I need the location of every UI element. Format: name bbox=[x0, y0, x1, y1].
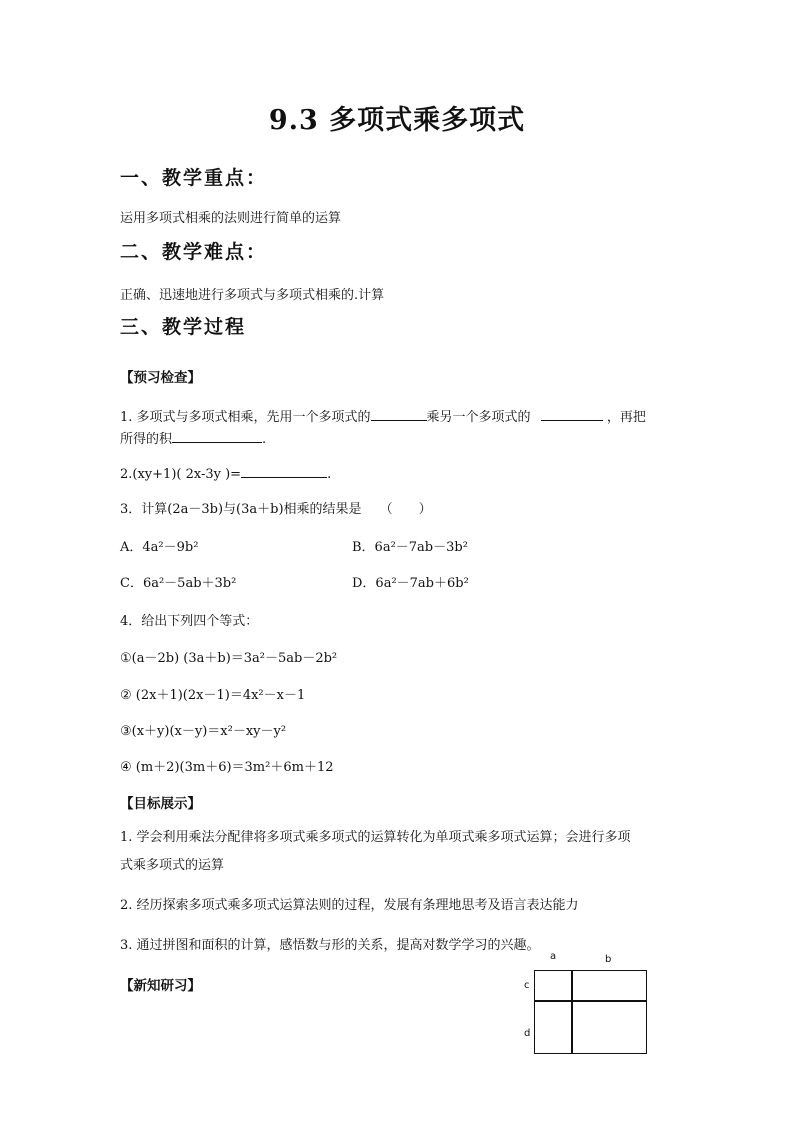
q2-blank[interactable] bbox=[241, 464, 327, 478]
question-2 bbox=[120, 464, 331, 482]
section-heading-difficulties: 二、教学难点： bbox=[120, 241, 268, 263]
figure-label-c: c bbox=[524, 980, 530, 991]
q3-text: 3．计算(2a－3b)与(3a＋b)相乘的结果是 bbox=[120, 502, 362, 517]
goal-2: 2. 经历探索多项式乘多项式运算法则的过程，发展有条理地思考及语言表达能力 bbox=[120, 898, 579, 913]
area-grid-rectangle bbox=[534, 970, 647, 1054]
q1-part-a: 1. 多项式与多项式相乘，先用一个多项式的 bbox=[120, 410, 371, 425]
goal-1-line-1: 1. 学会利用乘法分配律将多项式乘多项式的运算转化为单项式乘多项式运算；会进行多项 bbox=[120, 830, 631, 845]
goals-heading: 【目标展示】 bbox=[120, 796, 201, 812]
area-grid-vertical-divider bbox=[571, 970, 573, 1054]
question-1-line-1 bbox=[120, 406, 646, 425]
q2-text: 2.(xy+1)( 2x-3y )= bbox=[120, 467, 242, 482]
q1-blank-2[interactable] bbox=[541, 407, 603, 421]
section-heading-key-points: 一、教学重点： bbox=[120, 167, 268, 189]
equation-1: ①(a－2b) (3a＋b)＝3a²－5ab－2b² bbox=[120, 651, 338, 666]
question-3 bbox=[120, 498, 432, 517]
goal-3: 3. 通过拼图和面积的计算，感悟数与形的关系，提高对数学学习的兴趣。 bbox=[120, 938, 540, 953]
equation-3: ③(x＋y)(x－y)＝x²－xy－y² bbox=[120, 724, 287, 739]
goal-1-line-2: 式乘多项式的运算 bbox=[120, 858, 225, 873]
option-a: A．4a²－9b² bbox=[120, 540, 199, 555]
q1-part-c: ，再把 bbox=[606, 410, 646, 425]
q1-blank-1[interactable] bbox=[371, 407, 427, 421]
section-heading-process: 三、教学过程 bbox=[120, 316, 247, 338]
q2-end: . bbox=[327, 467, 332, 482]
figure-label-d: d bbox=[524, 1028, 531, 1039]
option-d: D．6a²－7ab＋6b² bbox=[352, 576, 469, 591]
equation-2: ② (2x＋1)(2x－1)＝4x²－x－1 bbox=[120, 688, 306, 703]
difficulties-text: 正确、迅速地进行多项式与多项式相乘的.计算 bbox=[120, 288, 385, 303]
q1-part-e: . bbox=[262, 432, 267, 447]
q1-blank-3[interactable] bbox=[172, 429, 262, 443]
figure-label-a: a bbox=[550, 951, 557, 962]
new-knowledge-heading: 【新知研习】 bbox=[120, 978, 201, 994]
question-1-line-2 bbox=[120, 428, 266, 447]
q1-part-d: 所得的积 bbox=[120, 432, 173, 447]
key-points-text: 运用多项式相乘的法则进行简单的运算 bbox=[120, 211, 342, 226]
preview-heading: 【预习检查】 bbox=[120, 370, 201, 386]
area-grid-horizontal-divider bbox=[534, 1000, 647, 1002]
equation-4: ④ (m＋2)(3m＋6)＝3m²＋6m＋12 bbox=[120, 760, 334, 775]
figure-label-b: b bbox=[605, 954, 612, 965]
q3-answer-paren: （ ） bbox=[379, 502, 432, 517]
q1-part-b: 乘另一个多项式的 bbox=[426, 410, 531, 425]
question-4: 4．给出下列四个等式： bbox=[120, 614, 259, 629]
option-b: B．6a²－7ab－3b² bbox=[352, 540, 468, 555]
page-title: 9.3 多项式乘多项式 bbox=[268, 105, 526, 136]
option-c: C．6a²－5ab＋3b² bbox=[120, 576, 237, 591]
